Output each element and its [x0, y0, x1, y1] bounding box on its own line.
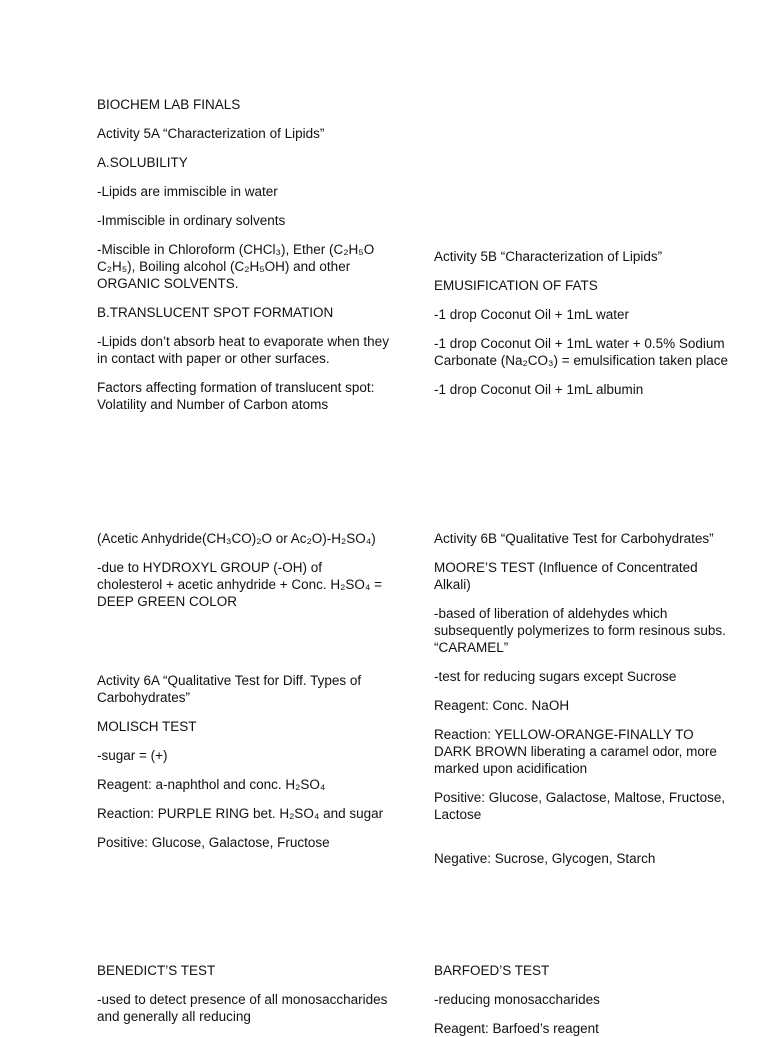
benedicts-test-section — [97, 962, 397, 1024]
activity-5b-line: Activity 5B “Characterization of Lipids” — [434, 249, 663, 264]
acetic-anhydride-section — [97, 530, 387, 622]
finals-header-line: A.SOLUBILITY — [97, 155, 188, 170]
barfoeds-test-line: -reducing monosaccharides — [434, 992, 600, 1007]
finals-header-line: BIOCHEM LAB FINALS — [97, 97, 241, 112]
activity-6b-line: -test for reducing sugars except Sucrose — [434, 669, 677, 684]
activity-6b-line: Reagent: Conc. NaOH — [434, 698, 570, 713]
activity-6b-section — [434, 530, 734, 835]
activity-6a-line: Positive: Glucose, Galactose, Fructose — [97, 835, 330, 850]
benedicts-test-line: BENEDICT’S TEST — [97, 963, 216, 978]
finals-header-line: Factors affecting formation of translucent spot: Volatility and Number of Carbon atoms — [97, 380, 375, 412]
activity-6a-line: Reaction: PURPLE RING bet. H₂SO₄ and sugar — [97, 806, 384, 821]
negative-result-cut-line — [434, 850, 734, 866]
activity-6a-line: Activity 6A “Qualitative Test for Diff. Types of Carbohydrates” — [97, 673, 362, 705]
negative-cut-line: Negative: Sucrose, Glycogen, Starch — [434, 851, 656, 866]
acetic-anhydride-line: (Acetic Anhydride(CH₃CO)₂O or Ac₂O)-H₂SO₄) — [97, 531, 376, 546]
activity-5b-line: EMUSIFICATION OF FATS — [434, 278, 598, 293]
activity-6b-line: Activity 6B “Qualitative Test for Carbohydrates” — [434, 531, 714, 546]
activity-6b-line: -based of liberation of aldehydes which subsequently polymerizes to form resinous subs. “CARAMEL” — [434, 606, 726, 655]
activity-5b-line: -1 drop Coconut Oil + 1mL albumin — [434, 382, 644, 397]
activity-6a-line: Reagent: a-naphthol and conc. H₂SO₄ — [97, 777, 326, 792]
activity-6a-line: MOLISCH TEST — [97, 719, 197, 734]
activity-6b-line: Positive: Glucose, Galactose, Maltose, Fructose, Lactose — [434, 790, 726, 822]
acetic-anhydride-line: -due to HYDROXYL GROUP (-OH) of cholesterol + acetic anhydride + Conc. H₂SO₄ = DEEP GREEN COLOR — [97, 560, 383, 609]
barfoeds-test-line: BARFOED’S TEST — [434, 963, 550, 978]
barfoeds-test-section — [434, 962, 734, 1036]
finals-header-line: B.TRANSLUCENT SPOT FORMATION — [97, 305, 334, 320]
lipids-solubility-section — [97, 96, 397, 425]
activity-6a-section — [97, 672, 387, 862]
activity-6a-line: -sugar = (+) — [97, 748, 168, 763]
activity-6b-line: Reaction: YELLOW-ORANGE-FINALLY TO DARK BROWN liberating a caramel odor, more marked upon acidification — [434, 727, 717, 776]
barfoeds-test-line: Reagent: Barfoed’s reagent — [434, 1021, 599, 1036]
activity-6b-line: MOORE’S TEST (Influence of Concentrated Alkali) — [434, 560, 698, 592]
finals-header-line: -Immiscible in ordinary solvents — [97, 213, 286, 228]
activity-5b-section — [434, 248, 734, 410]
finals-header-line: -Miscible in Chloroform (CHCl₃), Ether (C₂H₅O C₂H₅), Boiling alcohol (C₂H₅OH) and other ORGANIC SOLVENTS. — [97, 242, 375, 291]
activity-5b-line: -1 drop Coconut Oil + 1mL water + 0.5% Sodium Carbonate (Na₂CO₃) = emulsification taken place — [434, 336, 729, 368]
activity-5b-line: -1 drop Coconut Oil + 1mL water — [434, 307, 629, 322]
finals-header-line: -Lipids are immiscible in water — [97, 184, 278, 199]
finals-header-line: Activity 5A “Characterization of Lipids” — [97, 126, 325, 141]
finals-header-line: -Lipids don’t absorb heat to evaporate when they in contact with paper or other surfaces. — [97, 334, 389, 366]
benedicts-test-line: -used to detect presence of all monosaccharides and generally all reducing — [97, 992, 388, 1024]
